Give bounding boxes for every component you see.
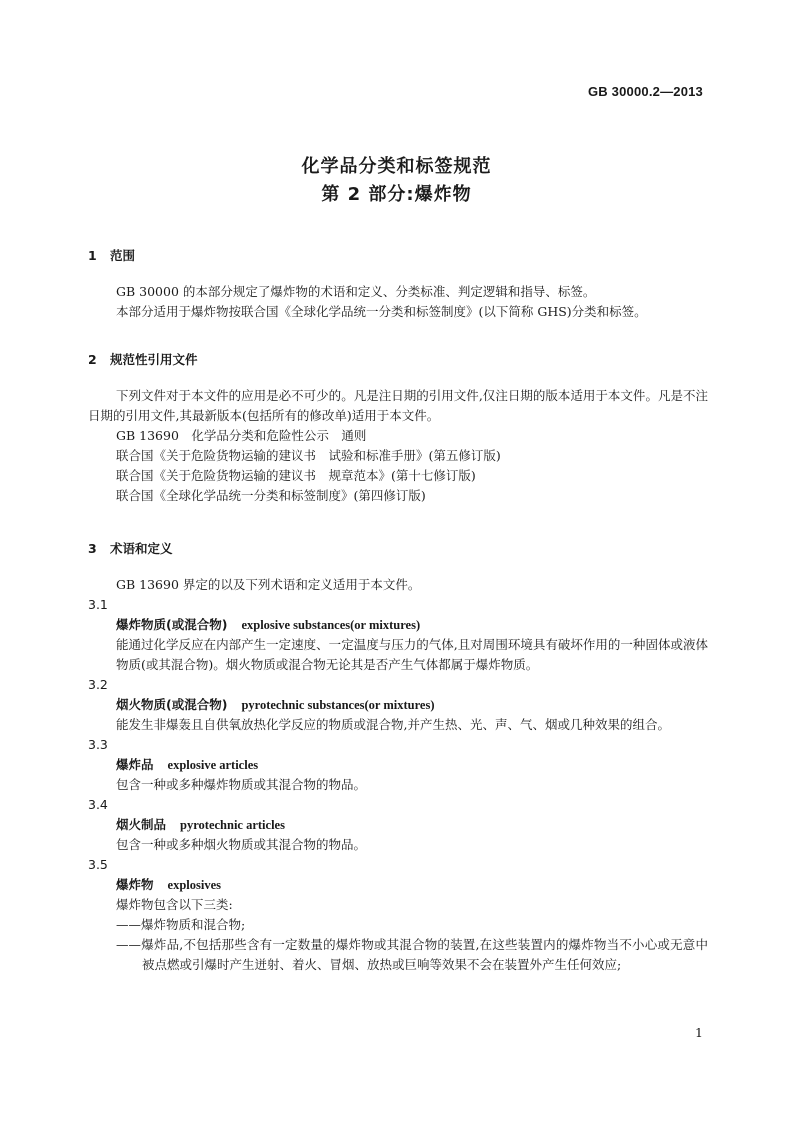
reference-item: 联合国《关于危险货物运输的建议书 试验和标准手册》(第五修订版): [116, 448, 501, 463]
term-number: 3.5: [88, 857, 108, 872]
document-subtitle: 第 2 部分:爆炸物: [321, 184, 472, 205]
document-title: 化学品分类和标签规范: [301, 156, 492, 177]
section-number: 2: [88, 352, 97, 367]
reference-item: GB 13690 化学品分类和危险性公示 通则: [116, 428, 367, 443]
term-heading: [88, 695, 708, 715]
section-number: 1: [88, 248, 97, 263]
term-en: explosive articles: [167, 758, 259, 772]
term-definition: 包含一种或多种爆炸物质或其混合物的物品。: [116, 777, 367, 792]
page-number: 1: [695, 1025, 703, 1040]
paragraph: 本部分适用于爆炸物按联合国《全球化学品统一分类和标签制度》(以下简称 GHS)分类和标签。: [116, 304, 647, 319]
section-heading: [88, 350, 708, 370]
term-number: 3.2: [88, 677, 108, 692]
term-number: 3.1: [88, 597, 108, 612]
term-definition: 能通过化学反应在内部产生一定速度、一定温度与压力的气体,且对周围环境具有破坏作用的一种固体或液体物质(或其混合物)。烟火物质或混合物无论其是否产生气体都属于爆炸物质。: [116, 637, 708, 672]
section-terms-definitions: [88, 539, 708, 975]
paragraph: 下列文件对于本文件的应用是必不可少的。凡是注日期的引用文件,仅注日期的版本适用于本文件。凡是不注日期的引用文件,其最新版本(包括所有的修改单)适用于本文件。: [88, 388, 708, 423]
list-item: [88, 915, 708, 935]
section-normative-references: [88, 350, 708, 506]
section-heading: [88, 246, 708, 266]
section-title: 规范性引用文件: [110, 352, 198, 367]
reference-item: 联合国《关于危险货物运输的建议书 规章范本》(第十七修订版): [116, 468, 476, 483]
term-zh: 烟火物质(或混合物): [116, 697, 228, 712]
section-scope: [88, 246, 708, 322]
list-item-text: 爆炸物质和混合物;: [141, 917, 246, 932]
term-definition: 爆炸物包含以下三类:: [116, 897, 233, 912]
term-heading: [88, 615, 708, 635]
term-definition: 能发生非爆轰且自供氧放热化学反应的物质或混合物,并产生热、光、声、气、烟或几种效果的组合。: [116, 717, 670, 732]
term-definition: 包含一种或多种烟火物质或其混合物的物品。: [116, 837, 367, 852]
section-heading: [88, 539, 708, 559]
paragraph: GB 30000 的本部分规定了爆炸物的术语和定义、分类标准、判定逻辑和指导、标签。: [116, 284, 596, 299]
list-item: [88, 935, 708, 975]
section-title: 范围: [110, 248, 136, 263]
reference-item: 联合国《全球化学品统一分类和标签制度》(第四修订版): [116, 488, 426, 503]
list-item-text: 爆炸品,不包括那些含有一定数量的爆炸物或其混合物的装置,在这些装置内的爆炸物当不小心或无意中被点燃或引爆时产生迸射、着火、冒烟、放热或巨响等效果不会在装置外产生任何效应;: [141, 937, 708, 972]
term-heading: [88, 755, 708, 775]
term-zh: 爆炸物: [116, 877, 154, 892]
term-number: 3.4: [88, 797, 108, 812]
term-zh: 烟火制品: [116, 817, 167, 832]
term-heading: [88, 815, 708, 835]
term-number: 3.3: [88, 737, 108, 752]
section-title: 术语和定义: [110, 541, 173, 556]
dash-marker: ——: [116, 937, 141, 952]
section-number: 3: [88, 541, 97, 556]
standard-number: GB 30000.2—2013: [587, 84, 703, 99]
term-en: pyrotechnic articles: [180, 818, 285, 832]
term-en: explosive substances(or mixtures): [241, 618, 421, 632]
term-en: pyrotechnic substances(or mixtures): [241, 698, 435, 712]
term-en: explosives: [167, 878, 221, 892]
dash-marker: ——: [116, 917, 141, 932]
paragraph: GB 13690 界定的以及下列术语和定义适用于本文件。: [116, 577, 421, 592]
term-zh: 爆炸品: [116, 757, 154, 772]
term-zh: 爆炸物质(或混合物): [116, 617, 228, 632]
term-heading: [88, 875, 708, 895]
